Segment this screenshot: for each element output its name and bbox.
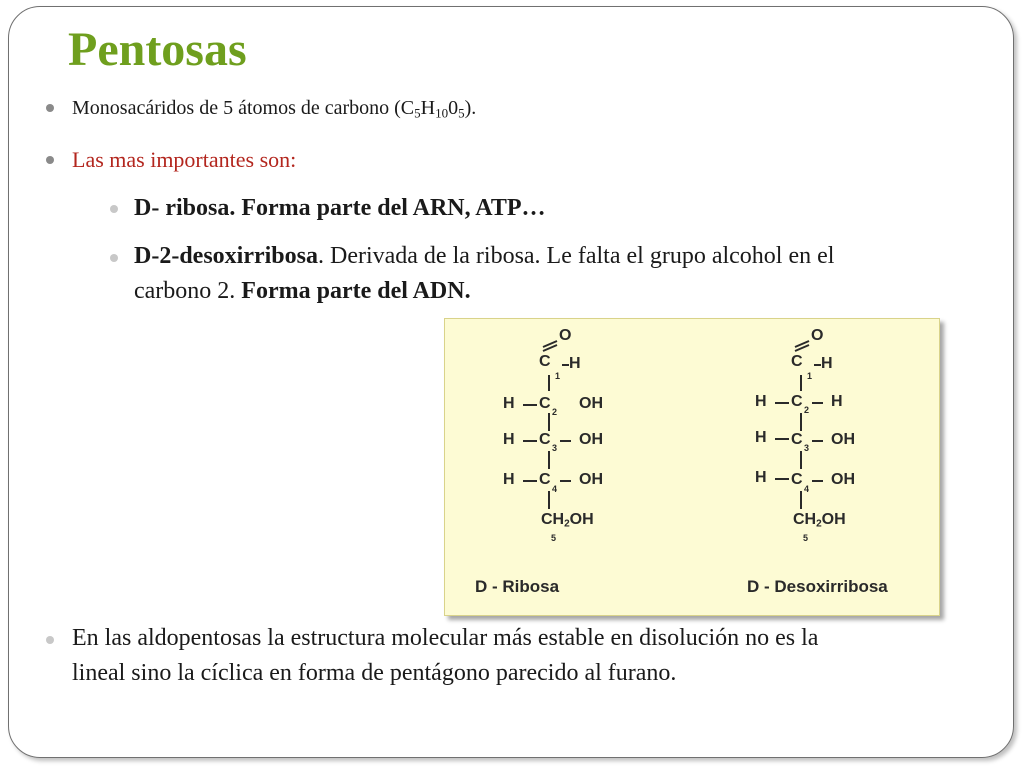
desox-c1: C — [791, 353, 803, 370]
sub-bullet-ribosa: D- ribosa. Forma parte del ARN, ATP… — [134, 195, 546, 221]
ribosa-r4l: H — [503, 471, 515, 488]
sub-bullet-dot — [110, 254, 118, 262]
desox-r2l: H — [755, 393, 767, 410]
desox-c3: C — [791, 431, 803, 448]
pentose-structures-image — [444, 318, 940, 616]
desox-n1: 1 — [807, 371, 813, 381]
desox-c2: C — [791, 393, 803, 410]
bullet-importantes: Las mas importantes son: — [72, 147, 297, 172]
ribosa-c3: C — [539, 431, 551, 448]
desox-n5: 5 — [803, 533, 809, 543]
ribosa-c2: C — [539, 395, 551, 412]
desox-n4: 4 — [804, 484, 810, 494]
desox-n2: 2 — [804, 405, 810, 415]
desox-c4: C — [791, 471, 803, 488]
ribosa-r3r: OH — [579, 431, 603, 448]
ribosa-n3: 3 — [552, 443, 558, 453]
bullet-dot — [46, 156, 54, 164]
ribosa-o: O — [559, 327, 572, 344]
ribosa-h1: H — [569, 355, 581, 372]
ribosa-n2: 2 — [552, 407, 558, 417]
sub-bullet-dot — [110, 205, 118, 213]
desox-r4l: H — [755, 469, 767, 486]
pentose-structures-svg — [445, 319, 939, 615]
ribosa-c4: C — [539, 471, 551, 488]
desox-h1: H — [821, 355, 833, 372]
desox-caption: D - Desoxirribosa — [747, 577, 888, 596]
ribosa-caption: D - Ribosa — [475, 577, 560, 596]
ribosa-n5: 5 — [551, 533, 557, 543]
ribosa-c1: C — [539, 353, 551, 370]
desox-ch2: $CH_2OH$ — [793, 511, 846, 530]
desox-r3r: OH — [831, 431, 855, 448]
bullet-monosacaridos: Monosacáridos de 5 átomos de carbono $(C_5H_{10}0_5)$. — [72, 97, 477, 121]
ribosa-r2l: H — [503, 395, 515, 412]
ribosa-r2r: OH — [579, 395, 603, 412]
slide-title: Pentosas — [68, 23, 247, 76]
desox-o: O — [811, 327, 824, 344]
desox-r4r: OH — [831, 471, 855, 488]
desox-n3: 3 — [804, 443, 810, 453]
sub-bullet-desoxirribosa: D-2-desoxirribosa. Derivada de la ribosa. Le falta el grupo alcohol en el carbono 2. Forma parte del ADN. — [134, 243, 835, 304]
bullet-dot — [46, 104, 54, 112]
bullet-dot — [46, 636, 54, 644]
ribosa-ch2: $CH_2OH$ — [541, 511, 594, 530]
ribosa-r3l: H — [503, 431, 515, 448]
desox-r2r: H — [831, 393, 843, 410]
desox-r3l: H — [755, 429, 767, 446]
ribosa-n1: 1 — [555, 371, 561, 381]
bullet-aldopentosas: En las aldopentosas la estructura molecular más estable en disolución no es la lineal sino la cíclica en forma de pentágono parecido al furano. — [72, 625, 819, 686]
ribosa-r4r: OH — [579, 471, 603, 488]
ribosa-n4: 4 — [552, 484, 558, 494]
